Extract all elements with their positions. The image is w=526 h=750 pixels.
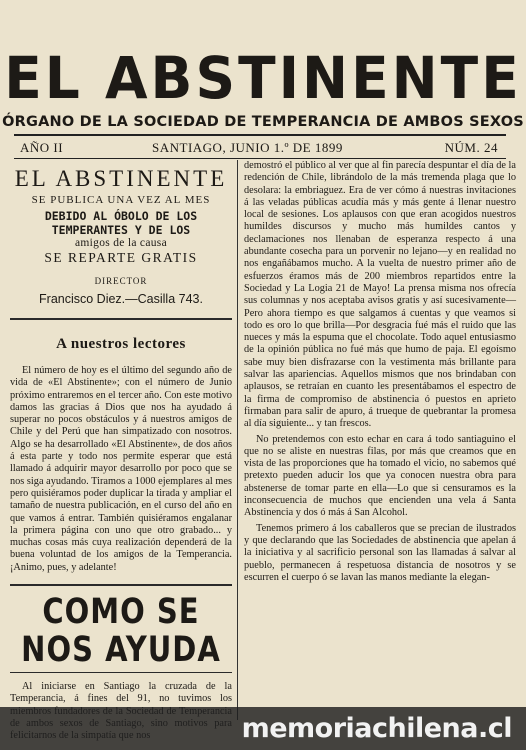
right-paragraph-3: Tenemos primero á los caballeros que se precian de ilustrados y que declarando que las Sociedades de abstinencia que apelan á la iniciativa y al sacrificio personal son las llamadas á salvar al pueblo, permanecen á respetuosa distancia de nosotros y se escurren el cuerpo ó se lavan las manos mediante la elegan- xyxy=(244,522,516,583)
article-2-text: Al iniciarse en Santiago la cruzada de la Temperancia, á fines del 91, no tuvimos los xyxy=(10,681,232,705)
right-paragraph-2: No pretendemos con esto echar en cara á todo santiaguino el que no se aliste en nuestras filas, por más que creamos que en vista de las proporciones que ha tomado el vicio, no sabemos qué pretexto pueden aducir los que ya conocen nuestra obra para abstenerse de tomar parte en ella—Lo que si censuramos es la inconsecuencia de muchos que encienden una vela á Santa Abstinencia y dos ó más á San Alcohol. xyxy=(244,433,516,519)
top-rule xyxy=(14,134,506,136)
box-name: EL ABSTINENTE xyxy=(14,166,228,191)
dateline-rule xyxy=(14,158,506,159)
right-paragraph-1: demostró el público al ver que al fin parecía despuntar el día de la redención de Chile, librándolo de la más tremenda plaga que lo desolara: la embriaguez. Era de ver cómo á nuestras invitaciones á las veladas públicas acudía más y más gente á llenar nuestro local de sesiones. Los aplausos con que eran acogidos nuestros humildes discursos y mucho más humildes cantos y declamaciones nos llenaban de esperanza respecto á una abundante cosecha para un porvenir no lejano—y en realidad no nos engañábamos mucho. A la vuelta de nuestro primer año de esfuerzos éramos más de 200 miembros repartidos entre la Sociedad y La Logia 21 de Mayo! La prensa misma nos ofrecía sus columnas y nos aceptaba avisos gratis y así sucesivamente—Pero ahora tiempo es que salgamos á cuentas y que veamos si todo es oro lo que brilla—Por desgracia fué más el ruido que las nueces y más la espuma que el chocolate. Todo aquel entusiasmo de la opinión pública no fué más que humo de paja. El egoísmo sabe muy bien disfrazarse con la vestimenta más brillante para salvar las apariencias. Aquellos mismos que nos brindaban con aplausos, se retraían en cuanto les presentábamos el espectro de la firma de compromiso de abstinencia ó puestos en aprieto firmaban para salir de apuro, á trueque de quebrantar la promesa al día siguiente... y tan frescos. xyxy=(244,160,516,430)
director-name: Francisco Diez.—Casilla 743. xyxy=(39,292,203,306)
watermark-bar xyxy=(0,707,526,750)
masthead-subtitle: ÓRGANO DE LA SOCIEDAD DE TEMPERANCIA DE AMBOS SEXOS xyxy=(2,114,524,130)
right-column-body xyxy=(244,160,516,584)
issue-date: SANTIAGO, JUNIO 1.º DE 1899 xyxy=(152,140,343,155)
publication-info-box xyxy=(10,166,232,306)
box-line-3: amigos de la causa xyxy=(75,237,167,249)
box-line-4: SE REPARTE GRATIS xyxy=(44,250,198,265)
column-divider xyxy=(237,160,238,720)
box-rule xyxy=(10,318,232,320)
article-2-rule xyxy=(10,672,232,673)
issue-number: NÚM. 24 xyxy=(444,140,498,155)
article-2-title: COMO SE NOS AYUDA xyxy=(21,590,221,670)
box-line-1: SE PUBLICA UNA VEZ AL MES xyxy=(31,194,211,206)
article-1-title: A nuestros lectores xyxy=(56,336,186,352)
dateline xyxy=(16,140,504,158)
box-line-2: DEBIDO AL ÓBOLO DE LOS TEMPERANTES Y DE LOS xyxy=(44,209,198,237)
watermark-logo: memoriachilena.cl xyxy=(241,713,512,744)
article-1-text: El número de hoy es el último del segundo año de vida de «El Abstinente»; con el número de Junio próximo entraremos en el tercer año. Con este motivo damos las gracias á Dios que nos ha ayudado á superar no pocos obstáculos y á nuestros amigos de Chile y del Perú que han simpatizado con nosotros. Algo se ha desarrollado «El Abstinente», de dos años á esta parte y todo nos permite esperar que está llamado á adquirir mayor desarrollo por poco que se nos siga ayudando. Tiramos a 1000 ejemplares al mes pero quisiéramos poder duplicar la tirada y ampliar el tamaño de nuestra publicación, en el curso del año en que vamos á entrar. También quisiéramos engalanar la primera página con uno que otro grabado... y muchas cosas más cuya realización dependerá de la buena voluntad de los amigos de la Temperancia. ¡Animo, pues, y adelante! xyxy=(10,365,232,573)
article-1-body xyxy=(10,365,232,574)
right-column xyxy=(244,160,516,584)
masthead-title: EL ABSTINENTE xyxy=(4,44,522,112)
article-rule xyxy=(10,584,232,586)
left-column xyxy=(10,166,232,743)
issue-year: AÑO II xyxy=(20,140,64,155)
director-label: DIRECTOR xyxy=(94,276,148,286)
